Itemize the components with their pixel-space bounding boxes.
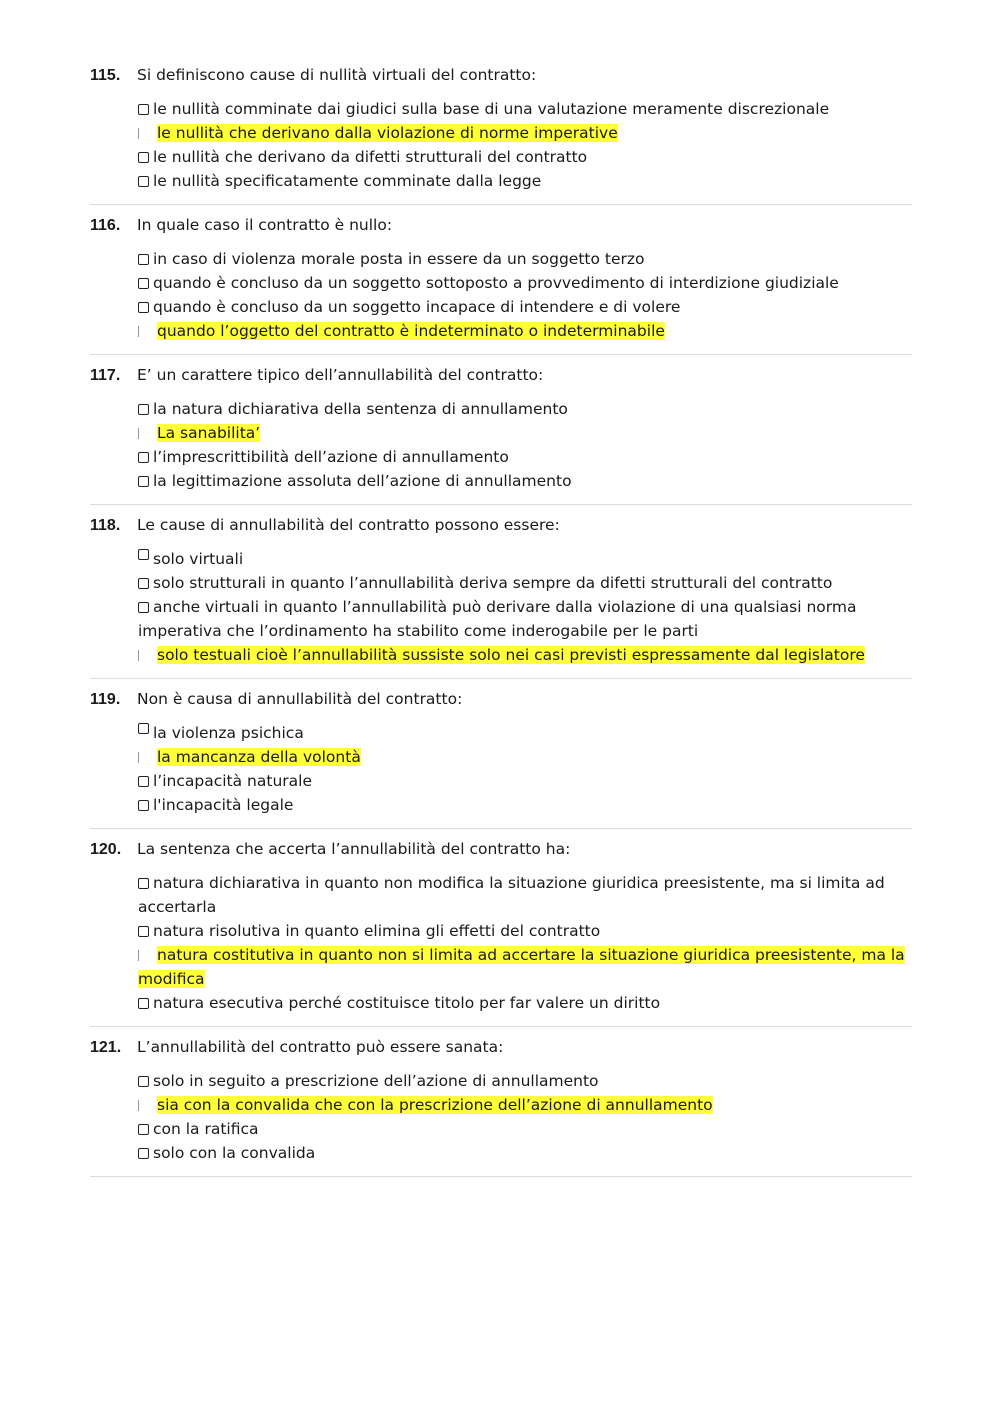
checkbox-icon[interactable] [138, 302, 149, 313]
checkbox-icon[interactable] [138, 176, 149, 187]
answer-option[interactable] [138, 769, 912, 793]
answer-option-label: con la ratifica [153, 1120, 259, 1138]
answer-option-label: le nullità comminate dai giudici sulla base di una valutazione meramente discrezionale [153, 100, 830, 118]
answer-option-label: solo testuali cioè l’annullabilità sussiste solo nei casi previsti espressamente dal legislatore [157, 646, 865, 664]
answer-option-label: in caso di violenza morale posta in essere da un soggetto terzo [153, 250, 645, 268]
checkbox-icon[interactable] [138, 549, 149, 560]
question-text: In quale caso il contratto è nullo: [137, 216, 393, 234]
answer-option[interactable] [138, 919, 912, 943]
answer-option-label: quando è concluso da un soggetto incapace di intendere e di volere [153, 298, 681, 316]
question-text: Si definiscono cause di nullità virtuali del contratto: [137, 66, 537, 84]
question-number: 118. [90, 517, 121, 534]
answer-option-label: l’imprescrittibilità dell’azione di annullamento [153, 448, 509, 466]
answer-option-label: l’incapacità naturale [153, 772, 312, 790]
checkbox-icon[interactable] [138, 104, 149, 115]
answer-option[interactable] [138, 1141, 912, 1165]
answer-option[interactable] [138, 1069, 912, 1093]
question-block [90, 355, 912, 505]
question-header [90, 63, 912, 88]
question-text: La sentenza che accerta l’annullabilità del contratto ha: [137, 840, 571, 858]
checkbox-icon[interactable] [138, 752, 141, 763]
answer-options [138, 721, 912, 817]
answer-option-correct[interactable] [138, 943, 912, 991]
question-text: Non è causa di annullabilità del contratto: [137, 690, 463, 708]
answer-option-correct[interactable] [138, 745, 912, 769]
question-header [90, 837, 912, 862]
answer-option-label: anche virtuali in quanto l’annullabilità può derivare dalla violazione di una qualsiasi norma imperativa che l’ordinamento ha stabilito come inderogabile per le parti [138, 598, 857, 640]
question-block [90, 55, 912, 205]
answer-option[interactable] [138, 295, 912, 319]
answer-option-correct[interactable] [138, 319, 912, 343]
answer-option-label: natura esecutiva perché costituisce titolo per far valere un diritto [153, 994, 661, 1012]
checkbox-icon[interactable] [138, 776, 149, 787]
answer-option[interactable] [138, 721, 912, 745]
answer-option[interactable] [138, 571, 912, 595]
question-header [90, 1035, 912, 1060]
answer-option-label: natura dichiarativa in quanto non modifica la situazione giuridica preesistente, ma si limita ad accertarla [138, 874, 885, 916]
answer-option-correct[interactable] [138, 1093, 912, 1117]
answer-option-correct[interactable] [138, 121, 912, 145]
checkbox-icon[interactable] [138, 998, 149, 1009]
answer-option-label: sia con la convalida che con la prescrizione dell’azione di annullamento [157, 1096, 713, 1114]
answer-option[interactable] [138, 871, 912, 919]
checkbox-icon[interactable] [138, 878, 149, 889]
quiz-page [90, 55, 912, 1177]
question-number: 120. [90, 841, 122, 858]
question-text: Le cause di annullabilità del contratto possono essere: [137, 516, 560, 534]
answer-option-label: l'incapacità legale [153, 796, 294, 814]
checkbox-icon[interactable] [138, 254, 149, 265]
answer-option-label: la violenza psichica [153, 724, 304, 742]
question-block [90, 505, 912, 679]
question-header [90, 213, 912, 238]
checkbox-icon[interactable] [138, 1076, 149, 1087]
answer-option-label: la natura dichiarativa della sentenza di annullamento [153, 400, 568, 418]
answer-options [138, 547, 912, 667]
answer-option[interactable] [138, 97, 912, 121]
checkbox-icon[interactable] [138, 476, 149, 487]
checkbox-icon[interactable] [138, 128, 141, 139]
checkbox-icon[interactable] [138, 326, 141, 337]
question-header [90, 513, 912, 538]
answer-option[interactable] [138, 547, 912, 571]
checkbox-icon[interactable] [138, 452, 149, 463]
answer-option-label: natura costitutiva in quanto non si limita ad accertare la situazione giuridica preesistente, ma la modifica [138, 946, 905, 988]
answer-option-label: quando l’oggetto del contratto è indeterminato o indeterminabile [157, 322, 665, 340]
checkbox-icon[interactable] [138, 926, 149, 937]
answer-option-label: le nullità che derivano dalla violazione di norme imperative [157, 124, 618, 142]
answer-option-label: quando è concluso da un soggetto sottoposto a provvedimento di interdizione giudiziale [153, 274, 839, 292]
checkbox-icon[interactable] [138, 404, 149, 415]
checkbox-icon[interactable] [138, 650, 141, 661]
answer-option[interactable] [138, 793, 912, 817]
answer-option[interactable] [138, 397, 912, 421]
answer-options [138, 871, 912, 1015]
checkbox-icon[interactable] [138, 1148, 149, 1159]
answer-options [138, 247, 912, 343]
checkbox-icon[interactable] [138, 578, 149, 589]
question-number: 116. [90, 217, 121, 234]
checkbox-icon[interactable] [138, 602, 149, 613]
answer-option-label: solo in seguito a prescrizione dell’azione di annullamento [153, 1072, 599, 1090]
answer-option-correct[interactable] [138, 421, 912, 445]
answer-option-label: le nullità specificatamente comminate dalla legge [153, 172, 542, 190]
answer-option[interactable] [138, 271, 912, 295]
answer-option-label: solo con la convalida [153, 1144, 316, 1162]
answer-option[interactable] [138, 1117, 912, 1141]
answer-option[interactable] [138, 991, 912, 1015]
answer-options [138, 397, 912, 493]
question-header [90, 687, 912, 712]
question-number: 119. [90, 691, 121, 708]
answer-option-label: solo strutturali in quanto l’annullabilità deriva sempre da difetti strutturali del contratto [153, 574, 833, 592]
question-header [90, 363, 912, 388]
answer-option[interactable] [138, 247, 912, 271]
answer-option-label: La sanabilita’ [157, 424, 261, 442]
checkbox-icon[interactable] [138, 723, 149, 734]
answer-option-label: solo virtuali [153, 550, 244, 568]
answer-option[interactable] [138, 169, 912, 193]
answer-option[interactable] [138, 445, 912, 469]
checkbox-icon[interactable] [138, 1100, 141, 1111]
question-text: E’ un carattere tipico dell’annullabilità del contratto: [137, 366, 544, 384]
answer-option-label: natura risolutiva in quanto elimina gli effetti del contratto [153, 922, 601, 940]
checkbox-icon[interactable] [138, 1124, 149, 1135]
answer-option-correct[interactable] [138, 643, 912, 667]
question-block [90, 205, 912, 355]
answer-option[interactable] [138, 595, 912, 643]
answer-option-label: la mancanza della volontà [157, 748, 361, 766]
question-number: 117. [90, 367, 121, 384]
question-block [90, 829, 912, 1027]
answer-options [138, 1069, 912, 1165]
answer-option-label: la legittimazione assoluta dell’azione di annullamento [153, 472, 572, 490]
question-number: 115. [90, 67, 121, 84]
question-block [90, 1027, 912, 1177]
answer-options [138, 97, 912, 193]
checkbox-icon[interactable] [138, 152, 149, 163]
question-number: 121. [90, 1039, 122, 1056]
question-block [90, 679, 912, 829]
answer-option-label: le nullità che derivano da difetti strutturali del contratto [153, 148, 588, 166]
checkbox-icon[interactable] [138, 950, 141, 961]
answer-option[interactable] [138, 469, 912, 493]
question-text: L’annullabilità del contratto può essere sanata: [137, 1038, 504, 1056]
checkbox-icon[interactable] [138, 800, 149, 811]
answer-option[interactable] [138, 145, 912, 169]
checkbox-icon[interactable] [138, 278, 149, 289]
checkbox-icon[interactable] [138, 428, 141, 439]
